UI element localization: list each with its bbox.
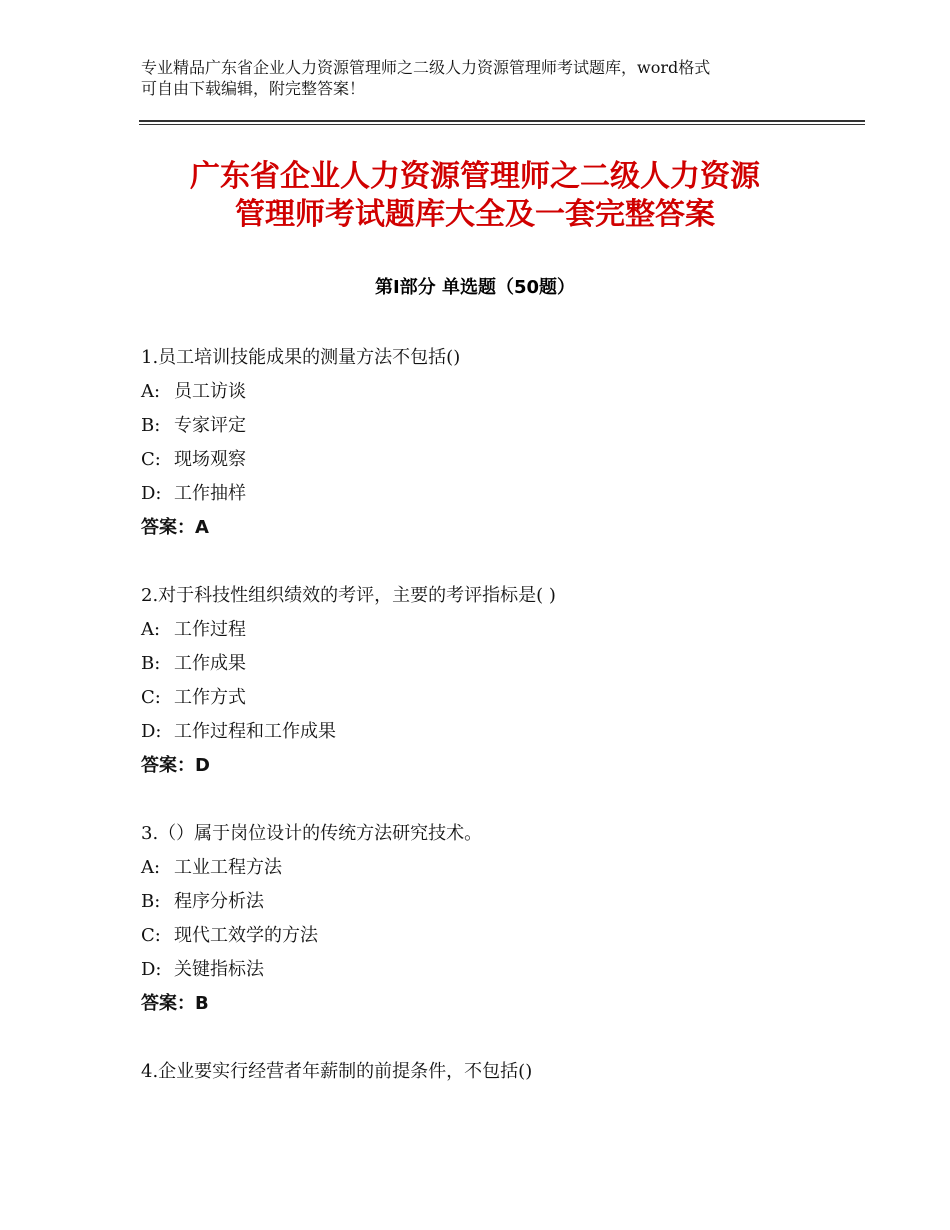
- answer-line: 答案：A: [141, 517, 209, 538]
- option-letter: B:: [141, 891, 161, 912]
- option-text: 工业工程方法: [174, 857, 282, 878]
- option-letter: A:: [141, 857, 161, 878]
- option-letter: C:: [141, 449, 161, 470]
- question-item: [141, 821, 861, 1025]
- section-heading: 第Ⅰ部分 单选题（50题）: [374, 277, 575, 298]
- option-text: 工作方式: [174, 687, 246, 708]
- question-stem: 2.对于科技性组织绩效的考评，主要的考评指标是( ): [141, 585, 556, 606]
- option-text: 关键指标法: [174, 959, 264, 980]
- option-b: [141, 651, 861, 685]
- option-b: [141, 889, 861, 923]
- question-list: [141, 345, 861, 1127]
- answer-line: 答案：B: [141, 993, 209, 1014]
- header-divider-thick: [139, 120, 865, 122]
- answer-line: 答案：D: [141, 755, 210, 776]
- option-letter: D:: [141, 721, 162, 742]
- option-c: [141, 685, 861, 719]
- option-text: 现代工效学的方法: [174, 925, 318, 946]
- option-text: 工作过程和工作成果: [174, 721, 336, 742]
- option-text: 工作抽样: [174, 483, 246, 504]
- document-title: [0, 158, 950, 234]
- option-letter: D:: [141, 483, 162, 504]
- option-text: 员工访谈: [174, 381, 246, 402]
- option-letter: A:: [141, 381, 161, 402]
- option-a: [141, 379, 861, 413]
- option-letter: C:: [141, 925, 161, 946]
- option-letter: B:: [141, 653, 161, 674]
- option-c: [141, 923, 861, 957]
- option-c: [141, 447, 861, 481]
- option-a: [141, 617, 861, 651]
- question-stem: 3.（）属于岗位设计的传统方法研究技术。: [141, 823, 483, 844]
- option-letter: A:: [141, 619, 161, 640]
- question-item: [141, 583, 861, 787]
- option-letter: B:: [141, 415, 161, 436]
- option-b: [141, 413, 861, 447]
- header-note-line-1: 专业精品广东省企业人力资源管理师之二级人力资源管理师考试题库，word格式: [141, 58, 711, 77]
- option-d: [141, 481, 861, 515]
- option-text: 专家评定: [174, 415, 246, 436]
- question-stem: 4.企业要实行经营者年薪制的前提条件，不包括(): [141, 1061, 533, 1082]
- option-text: 现场观察: [174, 449, 246, 470]
- option-text: 工作成果: [174, 653, 246, 674]
- question-stem: 1.员工培训技能成果的测量方法不包括(): [141, 347, 461, 368]
- option-text: 工作过程: [174, 619, 246, 640]
- option-a: [141, 855, 861, 889]
- option-d: [141, 957, 861, 991]
- header-note-line-2: 可自由下载编辑，附完整答案！: [141, 79, 366, 98]
- header-note: [141, 57, 821, 99]
- document-title-line-1: 广东省企业人力资源管理师之二级人力资源: [190, 159, 760, 194]
- option-d: [141, 719, 861, 753]
- option-letter: C:: [141, 687, 161, 708]
- option-letter: D:: [141, 959, 162, 980]
- option-text: 程序分析法: [174, 891, 264, 912]
- header-divider-thin: [139, 124, 865, 125]
- question-item: [141, 1059, 861, 1093]
- question-item: [141, 345, 861, 549]
- document-title-line-2: 管理师考试题库大全及一套完整答案: [235, 197, 715, 232]
